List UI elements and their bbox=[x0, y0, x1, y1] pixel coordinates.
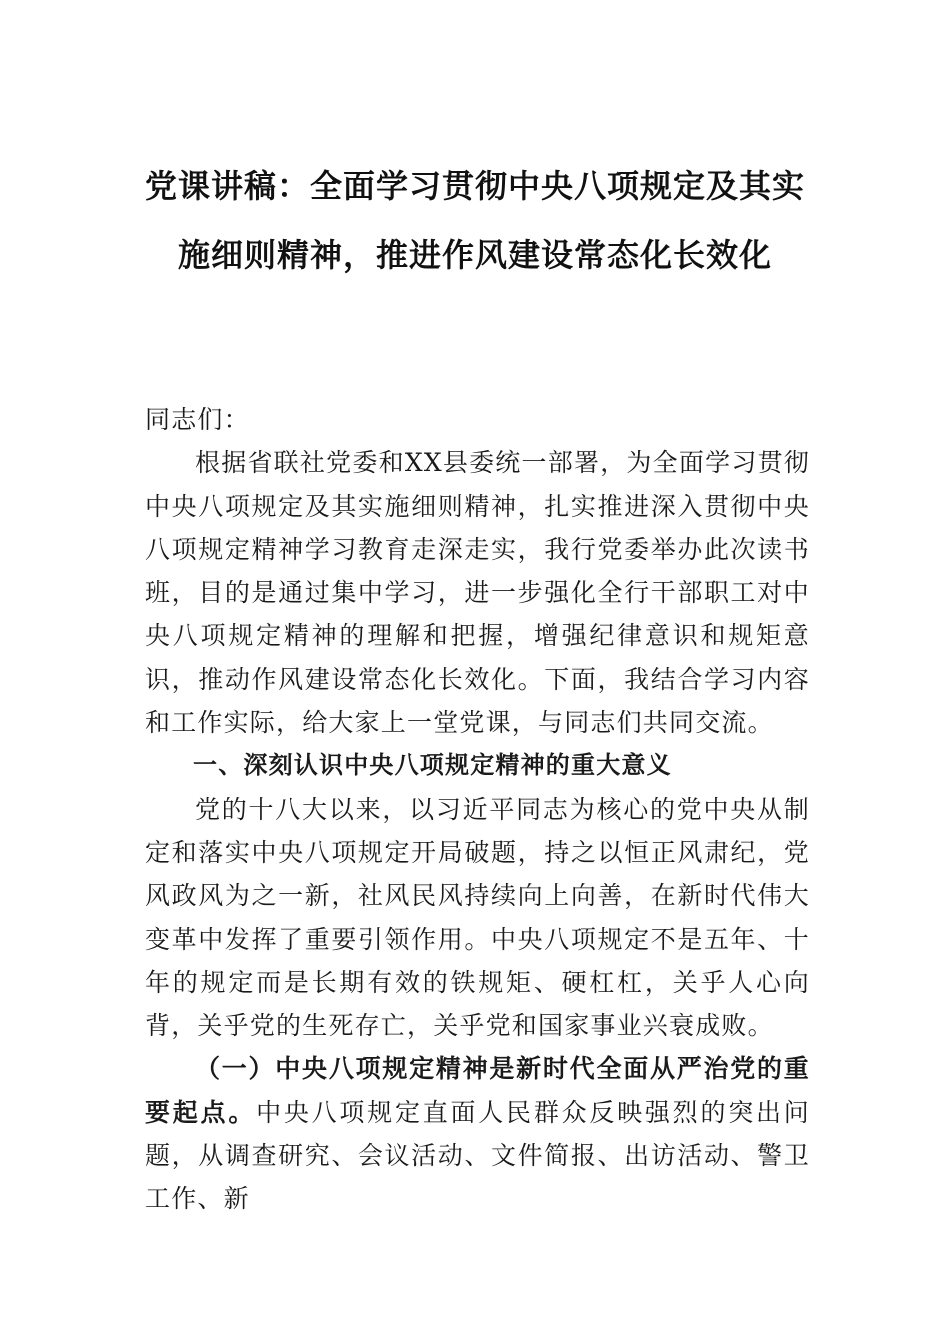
subsection-heading: （一）中央八项规定精神是新时代全面从严治党的重要起点。 bbox=[145, 1054, 810, 1127]
intro-paragraph: 根据省联社党委和XX县委统一部署，为全面学习贯彻中央八项规定及其实施细则精神，扎实推进深入贯彻中央八项规定精神学习教育走深走实，我行党委举办此次读书班，目的是通过集中学习，进一步强化全行干部职工对中央八项规定精神的理解和把握，增强纪律意识和规矩意识，推动作风建设常态化长效化。下面，我结合学习内容和工作实际，给大家上一堂党课，与同志们共同交流。 bbox=[145, 448, 810, 738]
section-heading: 一、深刻认识中央八项规定精神的重大意义 bbox=[193, 751, 672, 780]
subsection-paragraph bbox=[145, 1047, 810, 1220]
section-paragraph: 党的十八大以来，以习近平同志为核心的党中央从制定和落实中央八项规定开局破题，持之以恒正风肃纪，党风政风为之一新，社风民风持续向上向善，在新时代伟大变革中发挥了重要引领作用。中央八项规定不是五年、十年的规定而是长期有效的铁规矩、硬杠杠，关乎人心向背，关乎党的生死存亡，关乎党和国家事业兴衰成败。 bbox=[145, 794, 810, 1041]
document-body bbox=[145, 398, 810, 1221]
subsection-text: 中央八项规定直面人民群众反映强烈的突出问题，从调查研究、会议活动、文件简报、出访活动、警卫工作、新 bbox=[145, 1097, 810, 1214]
document-title: 党课讲稿：全面学习贯彻中央八项规定及其实施细则精神，推进作风建设常态化长效化 bbox=[145, 167, 806, 274]
salutation: 同志们： bbox=[145, 405, 250, 434]
